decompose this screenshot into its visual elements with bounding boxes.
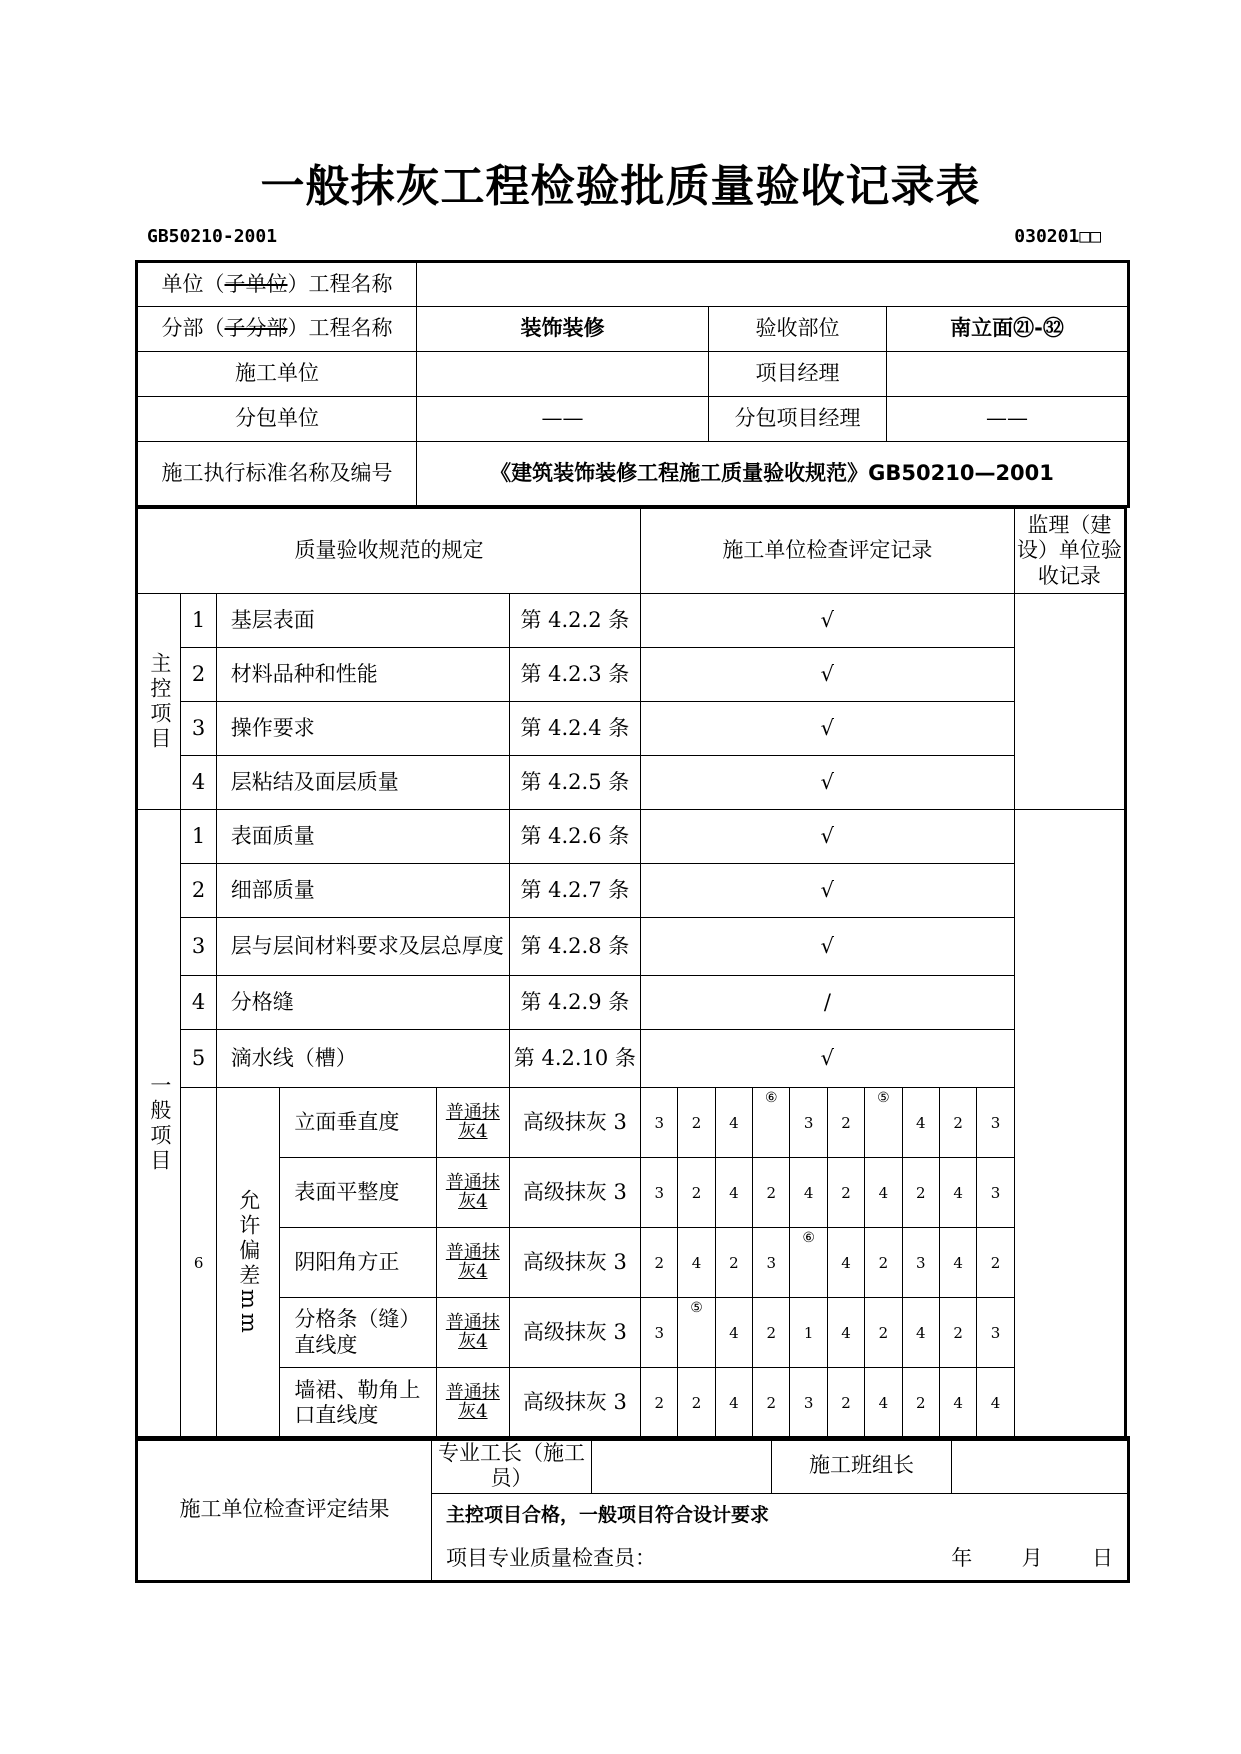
foreman-value[interactable]: [592, 1438, 772, 1494]
item-clause: 第 4.2.9 条: [509, 976, 640, 1030]
measure-cell[interactable]: 2: [753, 1368, 790, 1440]
form-code: 030201□□: [1014, 226, 1101, 247]
measure-cell[interactable]: ⑤: [678, 1298, 715, 1368]
deviation-name: 分格条（缝）直线度: [280, 1298, 437, 1368]
standard-label: 施工执行标准名称及编号: [137, 442, 417, 507]
measure-cell[interactable]: 4: [715, 1158, 752, 1228]
item-clause: 第 4.2.8 条: [509, 918, 640, 976]
item-no: 1: [181, 594, 216, 648]
item-result[interactable]: √: [641, 702, 1015, 756]
measure-cell[interactable]: ⑥: [753, 1088, 790, 1158]
item-result[interactable]: √: [641, 810, 1015, 864]
item-result[interactable]: √: [641, 864, 1015, 918]
deviation-normal: 普通抹灰4: [436, 1088, 509, 1158]
deviation-name: 阴阳角方正: [280, 1228, 437, 1298]
item-name: 基层表面: [216, 594, 509, 648]
deviation-high: 高级抹灰 3: [509, 1298, 640, 1368]
measure-cell[interactable]: 2: [753, 1158, 790, 1228]
measure-cell[interactable]: 4: [902, 1088, 939, 1158]
measure-cell[interactable]: 2: [939, 1298, 976, 1368]
measure-cell[interactable]: 2: [641, 1368, 678, 1440]
measure-cell[interactable]: ⑤: [865, 1088, 902, 1158]
deviation-normal: 普通抹灰4: [436, 1158, 509, 1228]
subcontract-unit-value[interactable]: ——: [417, 397, 709, 442]
item-clause: 第 4.2.7 条: [509, 864, 640, 918]
measure-cell[interactable]: 3: [641, 1088, 678, 1158]
deviation-high: 高级抹灰 3: [509, 1158, 640, 1228]
deviation-item-no: 6: [181, 1088, 216, 1440]
standard-code: GB50210-2001: [147, 226, 278, 247]
measure-cell[interactable]: 2: [827, 1158, 864, 1228]
deviation-normal: 普通抹灰4: [436, 1368, 509, 1440]
measure-cell[interactable]: 4: [865, 1158, 902, 1228]
day-label: 日: [1092, 1546, 1113, 1571]
measure-cell[interactable]: 2: [902, 1368, 939, 1440]
item-result[interactable]: √: [641, 648, 1015, 702]
result-table: [135, 1436, 1130, 1583]
item-no: 5: [181, 1030, 216, 1088]
item-clause: 第 4.2.5 条: [509, 756, 640, 810]
item-name: 分格缝: [216, 976, 509, 1030]
measure-cell[interactable]: 3: [641, 1158, 678, 1228]
deviation-high: 高级抹灰 3: [509, 1228, 640, 1298]
item-no: 4: [181, 756, 216, 810]
item-name: 层粘结及面层质量: [216, 756, 509, 810]
item-clause: 第 4.2.2 条: [509, 594, 640, 648]
deviation-name: 墙裙、勒角上口直线度: [280, 1368, 437, 1440]
measure-cell[interactable]: 4: [939, 1368, 976, 1440]
sub-project-label: 分部（子分部）工程名称: [137, 307, 417, 352]
measure-cell[interactable]: 4: [902, 1298, 939, 1368]
measure-cell[interactable]: 2: [678, 1158, 715, 1228]
team-leader-value[interactable]: [952, 1438, 1129, 1494]
item-no: 2: [181, 648, 216, 702]
measure-cell[interactable]: 2: [939, 1088, 976, 1158]
year-label: 年: [951, 1546, 973, 1571]
item-clause: 第 4.2.10 条: [509, 1030, 640, 1088]
measure-cell[interactable]: 3: [790, 1368, 827, 1440]
item-name: 表面质量: [216, 810, 509, 864]
unit-project-label: 单位（子单位）工程名称: [137, 262, 417, 307]
measure-cell[interactable]: 1: [790, 1298, 827, 1368]
item-no: 1: [181, 810, 216, 864]
measure-cell[interactable]: 4: [715, 1298, 752, 1368]
item-name: 滴水线（槽）: [216, 1030, 509, 1088]
team-leader-label: 施工班组长: [772, 1438, 952, 1494]
measure-cell[interactable]: 2: [678, 1368, 715, 1440]
deviation-label: 允许偏差mm: [216, 1088, 280, 1440]
measure-cell[interactable]: 2: [865, 1228, 902, 1298]
measure-cell[interactable]: 2: [865, 1298, 902, 1368]
col-supervisor-header: 监理（建设）单位验收记录: [1014, 508, 1125, 594]
measure-cell[interactable]: 2: [753, 1298, 790, 1368]
measure-cell[interactable]: 2: [977, 1228, 1014, 1298]
measure-cell[interactable]: 2: [678, 1088, 715, 1158]
item-name: 材料品种和性能: [216, 648, 509, 702]
subcontract-manager-value[interactable]: ——: [887, 397, 1129, 442]
inspection-table: [135, 506, 1127, 1441]
col-spec-header: 质量验收规范的规定: [137, 508, 641, 594]
item-name: 细部质量: [216, 864, 509, 918]
measure-cell[interactable]: 3: [641, 1298, 678, 1368]
item-clause: 第 4.2.6 条: [509, 810, 640, 864]
deviation-normal: 普通抹灰4: [436, 1298, 509, 1368]
measure-cell[interactable]: 3: [977, 1088, 1014, 1158]
result-label: 施工单位检查评定结果: [137, 1438, 432, 1582]
inspector-row: [432, 1538, 1129, 1582]
measure-cell[interactable]: 3: [753, 1228, 790, 1298]
unit-project-value[interactable]: [417, 262, 1129, 307]
measure-cell[interactable]: 4: [827, 1228, 864, 1298]
item-no: 3: [181, 918, 216, 976]
general-label: 一般项目: [137, 810, 181, 1440]
measure-cell[interactable]: 2: [641, 1228, 678, 1298]
measure-cell[interactable]: 2: [827, 1088, 864, 1158]
acceptance-part-label: 验收部位: [709, 307, 887, 352]
project-manager-value[interactable]: [887, 352, 1129, 397]
supervisor-cell-general[interactable]: [1014, 810, 1125, 1440]
date-fields: [951, 1546, 1113, 1571]
measure-cell[interactable]: 3: [790, 1088, 827, 1158]
subcontract-manager-label: 分包项目经理: [709, 397, 887, 442]
item-no: 3: [181, 702, 216, 756]
item-result[interactable]: /: [641, 976, 1015, 1030]
construction-unit-value[interactable]: [417, 352, 709, 397]
item-no: 2: [181, 864, 216, 918]
measure-cell[interactable]: 4: [977, 1368, 1014, 1440]
measure-cell[interactable]: 3: [977, 1158, 1014, 1228]
month-label: 月: [1021, 1546, 1043, 1571]
supervisor-cell-main[interactable]: [1014, 594, 1125, 810]
measure-cell[interactable]: 4: [939, 1158, 976, 1228]
form-title: 一般抹灰工程检验批质量验收记录表: [260, 161, 981, 212]
deviation-normal: 普通抹灰4: [436, 1228, 509, 1298]
inspector-label: 项目专业质量检查员：: [446, 1546, 656, 1571]
measure-cell[interactable]: 2: [902, 1158, 939, 1228]
col-check-record-header: 施工单位检查评定记录: [641, 508, 1015, 594]
item-no: 4: [181, 976, 216, 1030]
measure-cell[interactable]: 4: [678, 1228, 715, 1298]
measure-cell[interactable]: 4: [790, 1158, 827, 1228]
measure-cell[interactable]: 4: [715, 1368, 752, 1440]
item-result[interactable]: √: [641, 594, 1015, 648]
deviation-high: 高级抹灰 3: [509, 1088, 640, 1158]
foreman-label: 专业工长（施工员）: [432, 1438, 592, 1494]
item-result[interactable]: √: [641, 918, 1015, 976]
measure-cell[interactable]: 4: [939, 1228, 976, 1298]
item-clause: 第 4.2.4 条: [509, 702, 640, 756]
measure-cell[interactable]: 4: [865, 1368, 902, 1440]
conclusion-text[interactable]: 主控项目合格，一般项目符合设计要求: [432, 1494, 1129, 1538]
measure-cell[interactable]: 3: [902, 1228, 939, 1298]
standard-value[interactable]: 《建筑装饰装修工程施工质量验收规范》GB50210—2001: [417, 442, 1129, 507]
project-manager-label: 项目经理: [709, 352, 887, 397]
acceptance-part-value[interactable]: 南立面㉑-㉜: [887, 307, 1129, 352]
header-table: [135, 260, 1130, 508]
item-clause: 第 4.2.3 条: [509, 648, 640, 702]
measure-cell[interactable]: 2: [715, 1228, 752, 1298]
deviation-name: 立面垂直度: [280, 1088, 437, 1158]
sub-project-value[interactable]: 装饰装修: [417, 307, 709, 352]
measure-cell[interactable]: 3: [977, 1298, 1014, 1368]
item-result[interactable]: √: [641, 1030, 1015, 1088]
measure-cell[interactable]: 4: [715, 1088, 752, 1158]
item-name: 层与层间材料要求及层总厚度: [216, 918, 509, 976]
item-result[interactable]: √: [641, 756, 1015, 810]
construction-unit-label: 施工单位: [137, 352, 417, 397]
measure-cell[interactable]: 2: [827, 1368, 864, 1440]
subcontract-unit-label: 分包单位: [137, 397, 417, 442]
measure-cell[interactable]: 4: [827, 1298, 864, 1368]
main-control-label: 主控项目: [137, 594, 181, 810]
item-name: 操作要求: [216, 702, 509, 756]
measure-cell[interactable]: ⑥: [790, 1228, 827, 1298]
deviation-name: 表面平整度: [280, 1158, 437, 1228]
deviation-high: 高级抹灰 3: [509, 1368, 640, 1440]
